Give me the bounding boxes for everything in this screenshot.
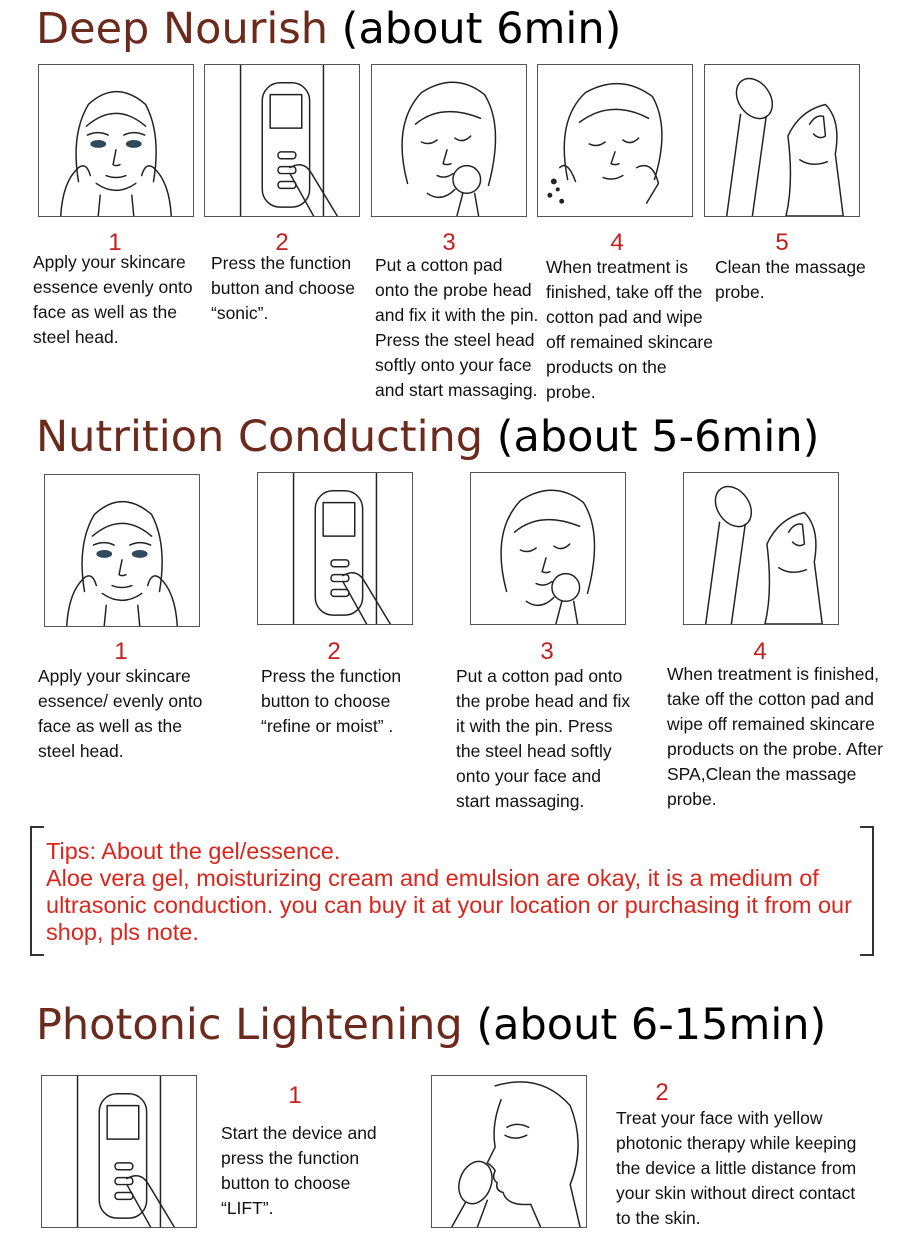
step-description: When treatment is finished, take off the cotton pad and wipe off remained skincare products on the probe. — [546, 257, 713, 402]
device-buttons-illustration — [257, 472, 413, 625]
face-wiping-illustration — [537, 64, 693, 217]
step-description: Put a cotton pad onto the probe head and fix it with the pin. Press the steel head softly onto your face and start massaging. — [456, 666, 631, 811]
step-number: 5 — [775, 229, 789, 256]
tips-box — [30, 826, 874, 958]
step-description: Apply your skincare essence/ evenly onto face as well as the steel head. — [38, 666, 203, 761]
section-name: Photonic Lightening — [36, 1000, 463, 1050]
face-massaging-illustration — [470, 472, 626, 625]
section-name: Nutrition Conducting — [36, 412, 484, 462]
step-description: Treat your face with yellow photonic therapy while keeping the device a little distance from your skin without direct contact to the skin. — [616, 1108, 857, 1228]
section-title-photonic-lightening — [36, 1000, 826, 1050]
step-description: When treatment is finished, take off the cotton pad and wipe off remained skincare products on the probe. After SPA,Clean the massage probe. — [667, 664, 883, 809]
section-time: (about 6-15min) — [476, 1000, 827, 1050]
device-buttons-illustration — [41, 1075, 197, 1228]
step-number: 1 — [114, 638, 128, 665]
step-number: 3 — [442, 229, 456, 256]
device-buttons-illustration — [204, 64, 360, 217]
bracket-left — [30, 826, 44, 956]
step-number: 4 — [753, 638, 767, 665]
probe-cleaning-illustration — [683, 472, 839, 625]
section-time: (about 5-6min) — [496, 412, 820, 462]
tips-text — [46, 838, 866, 946]
step-description: Press the function button and choose “sonic”. — [211, 253, 356, 323]
tips-heading: Tips: About the gel/essence. — [46, 838, 341, 864]
tips-body: Aloe vera gel, moisturizing cream and emulsion are okay, it is a medium of ultrasonic conduction. you can buy it at your location or purchasing it from our shop, pls note. — [46, 865, 852, 945]
step-number: 3 — [540, 638, 554, 665]
face-massaging-illustration — [371, 64, 527, 217]
section-title-deep-nourish — [36, 4, 621, 54]
section-title-nutrition-conducting — [36, 412, 819, 462]
step-description: Start the device and press the function button to choose “LIFT”. — [221, 1123, 377, 1218]
section-name: Deep Nourish — [36, 4, 328, 54]
step-number: 2 — [275, 229, 289, 256]
face-profile-light-illustration — [431, 1075, 587, 1228]
probe-cleaning-illustration — [704, 64, 860, 217]
step-number: 2 — [655, 1079, 669, 1106]
step-description: Press the function button to choose “refine or moist” . — [261, 666, 402, 736]
step-description: Put a cotton pad onto the probe head and fix it with the pin. Press the steel head softly onto your face and start massaging. — [375, 255, 539, 400]
step-number: 4 — [610, 229, 624, 256]
step-number: 2 — [327, 638, 341, 665]
face-applying-essence-illustration — [44, 474, 200, 627]
step-description: Clean the massage probe. — [715, 257, 866, 302]
step-number: 1 — [288, 1082, 302, 1109]
step-number: 1 — [108, 229, 122, 256]
step-description: Apply your skincare essence evenly onto face as well as the steel head. — [33, 252, 193, 347]
section-time: (about 6min) — [341, 4, 622, 54]
face-applying-essence-illustration — [38, 64, 194, 217]
